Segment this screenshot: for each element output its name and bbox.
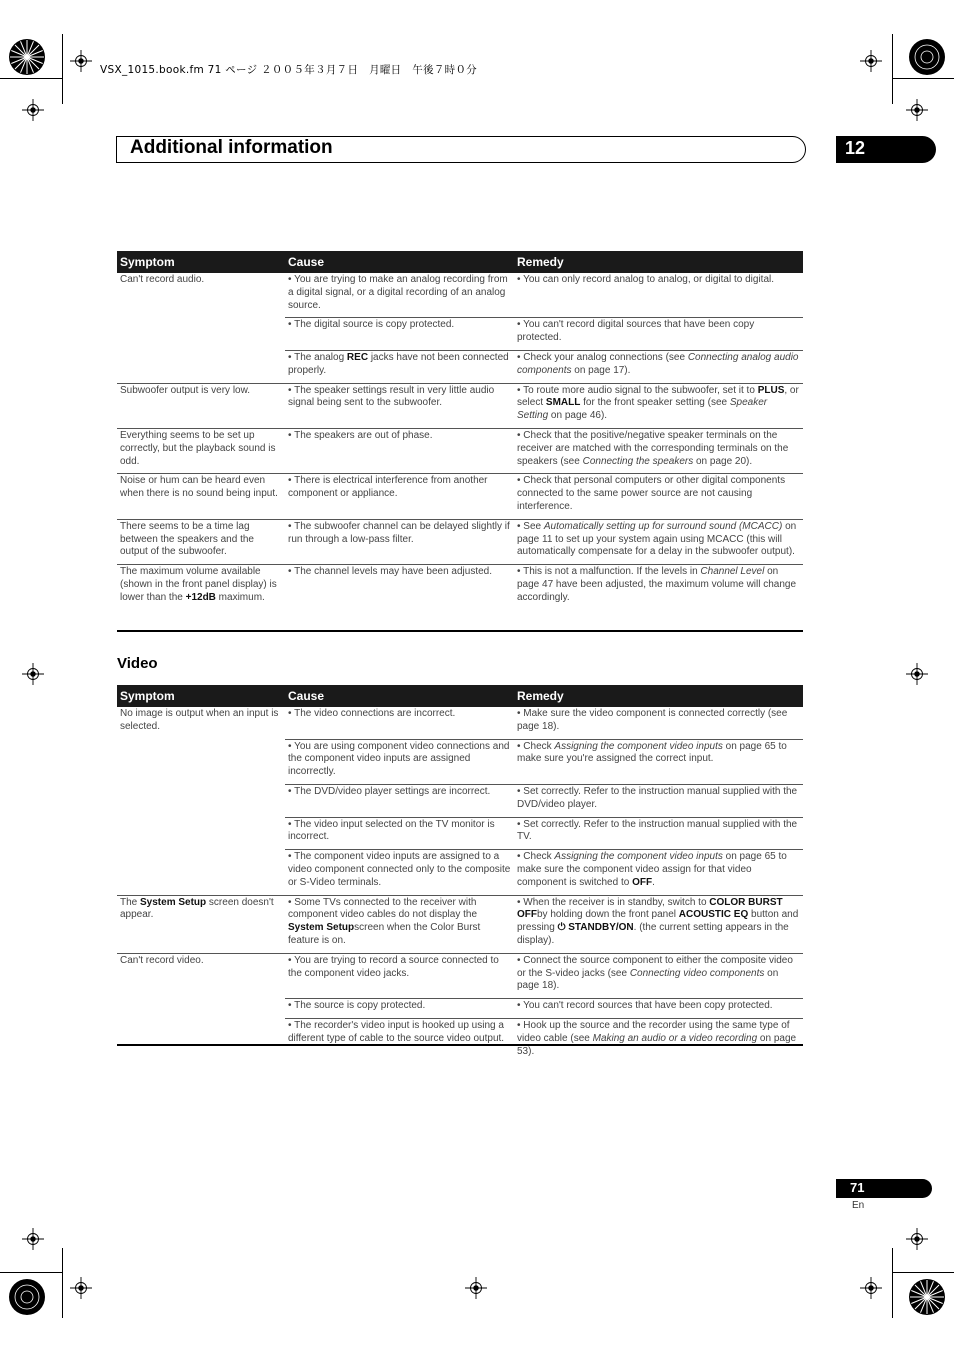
cause-cell: • The analog REC jacks have not been connected properly. <box>285 350 514 383</box>
crop-mark <box>892 34 893 104</box>
symptom-cell: There seems to be a time lag between the speakers and the output of the subwoofer. <box>117 519 285 564</box>
cause-cell: • Some TVs connected to the receiver with component video cables do not display the System Setupscreen when the Color Burst feature is on. <box>285 895 514 953</box>
table-row <box>117 953 803 998</box>
table-end-rule <box>117 630 803 632</box>
remedy-cell: • Set correctly. Refer to the instruction manual supplied with the DVD/video player. <box>514 784 803 817</box>
crop-mark <box>62 34 63 104</box>
cause-cell: • You are using component video connections and the component video inputs are assigned incorrectly. <box>285 739 514 784</box>
registration-crosshair-icon <box>906 1228 928 1250</box>
registration-crosshair-icon <box>860 50 882 72</box>
table-header-row <box>117 685 803 707</box>
crop-mark <box>892 1248 893 1318</box>
cause-cell: • The video connections are incorrect. <box>288 708 456 719</box>
remedy-cell: • Check Assigning the component video inputs on page 65 to make sure you're assigned the correct input. <box>514 739 803 784</box>
crop-mark <box>0 78 62 79</box>
crop-mark <box>62 1248 63 1318</box>
chapter-number: 12 <box>845 138 866 158</box>
cause-header: Cause <box>285 251 514 273</box>
table-row <box>117 519 803 564</box>
remedy-cell: • You can't record sources that have been copy protected. <box>514 999 803 1019</box>
remedy-cell: • To route more audio signal to the subwoofer, set it to PLUS, or select SMALL for the front speaker setting (see Speaker Setting on page 46). <box>514 383 803 428</box>
cause-cell: • You are trying to make an analog recording from a digital signal, or a digital recording of an analog source. <box>288 274 508 311</box>
registration-starburst-icon <box>908 38 946 76</box>
remedy-cell: • Make sure the video component is connected correctly (see page 18). <box>517 708 788 732</box>
table-row <box>117 474 803 519</box>
crop-mark <box>892 1272 954 1273</box>
page-title: Additional information <box>130 137 333 158</box>
file-info-header: VSX_1015.book.fm 71 ページ ２００５年３月７日 月曜日 午後７時０分 <box>100 64 478 76</box>
cause-cell: • The video input selected on the TV monitor is incorrect. <box>285 817 514 850</box>
symptom-cell: Everything seems to be set up correctly, but the playback sound is odd. <box>117 428 285 473</box>
registration-crosshair-icon <box>70 50 92 72</box>
table-row <box>117 273 803 318</box>
page-language: En <box>852 1200 865 1211</box>
remedy-cell: • When the receiver is in standby, switch to COLOR BURST OFFby holding down the front panel ACOUSTIC EQ button and pressing ⏻ STANDBY/ON. (the current setting appears in the display). <box>514 895 803 953</box>
registration-starburst-icon <box>8 38 46 76</box>
cause-header: Cause <box>285 685 514 707</box>
cause-cell: • The recorder's video input is hooked up using a different type of cable to the source video output. <box>285 1018 514 1063</box>
remedy-cell: • Check Assigning the component video inputs on page 65 to make sure the component video assign for that video component is switched to OFF. <box>514 850 803 895</box>
registration-starburst-icon <box>8 1278 46 1316</box>
cause-cell: • There is electrical interference from another component or appliance. <box>285 474 514 519</box>
registration-crosshair-icon <box>860 1277 882 1299</box>
registration-crosshair-icon <box>22 1228 44 1250</box>
registration-crosshair-icon <box>906 663 928 685</box>
table-row <box>117 383 803 428</box>
troubleshooting-table-video <box>117 685 803 1063</box>
symptom-cell: Can't record audio. <box>120 274 205 285</box>
remedy-header: Remedy <box>514 251 803 273</box>
crop-mark <box>0 1272 62 1273</box>
registration-starburst-icon <box>908 1278 946 1316</box>
registration-crosshair-icon <box>906 99 928 121</box>
symptom-cell: No image is output when an input is selected. <box>120 708 279 732</box>
cause-cell: • The speaker settings result in very little audio signal being sent to the subwoofer. <box>285 383 514 428</box>
table-end-rule <box>117 1044 803 1046</box>
cause-cell: • The subwoofer channel can be delayed slightly if run through a low-pass filter. <box>285 519 514 564</box>
remedy-cell: • See Automatically setting up for surround sound (MCACC) on page 11 to set up your system again using MCACC (this will automatically compensate for a delay in the subwoofer output). <box>514 519 803 564</box>
symptom-header: Symptom <box>117 685 285 707</box>
registration-crosshair-icon <box>22 99 44 121</box>
cause-cell: • The source is copy protected. <box>285 999 514 1019</box>
table-row <box>117 565 803 610</box>
cause-cell: • The channel levels may have been adjusted. <box>285 565 514 610</box>
symptom-cell: The maximum volume available (shown in the front panel display) is lower than the +12dB maximum. <box>117 565 285 610</box>
cause-cell: • The speakers are out of phase. <box>285 428 514 473</box>
symptom-cell: Noise or hum can be heard even when there is no sound being input. <box>117 474 285 519</box>
table-row <box>117 707 803 739</box>
symptom-header: Symptom <box>117 251 285 273</box>
cause-cell: • The DVD/video player settings are incorrect. <box>285 784 514 817</box>
registration-crosshair-icon <box>70 1277 92 1299</box>
remedy-cell: • You can't record digital sources that have been copy protected. <box>514 318 803 351</box>
symptom-cell: Subwoofer output is very low. <box>117 383 285 428</box>
remedy-cell: • Check that the positive/negative speaker terminals on the receiver are matched with the corresponding terminals on the speakers (see Connecting the speakers on page 20). <box>514 428 803 473</box>
page-number: 71 <box>850 1180 865 1195</box>
remedy-cell: • You can only record analog to analog, or digital to digital. <box>517 274 775 285</box>
symptom-cell: Can't record video. <box>117 953 285 1063</box>
remedy-cell: • Check your analog connections (see Connecting analog audio components on page 17). <box>514 350 803 383</box>
troubleshooting-table-audio <box>117 251 803 610</box>
remedy-cell: • Set correctly. Refer to the instruction manual supplied with the TV. <box>514 817 803 850</box>
remedy-cell: • Connect the source component to either the composite video or the S-video jacks (see Connecting video components on page 18). <box>514 953 803 998</box>
section-heading-video: Video <box>117 655 158 672</box>
symptom-cell: The System Setup screen doesn't appear. <box>117 895 285 953</box>
table-row <box>117 428 803 473</box>
remedy-cell: • This is not a malfunction. If the levels in Channel Level on page 47 have been adjusted, the maximum volume will change accordingly. <box>514 565 803 610</box>
cause-cell: • The digital source is copy protected. <box>285 318 514 351</box>
remedy-header: Remedy <box>514 685 803 707</box>
registration-crosshair-icon <box>465 1277 487 1299</box>
cause-cell: • You are trying to record a source connected to the component video jacks. <box>285 953 514 998</box>
remedy-cell: • Hook up the source and the recorder using the same type of video cable (see Making an audio or a video recording on page 53). <box>514 1018 803 1063</box>
cause-cell: • The component video inputs are assigned to a video component connected only to the composite or S-Video terminals. <box>285 850 514 895</box>
table-header-row <box>117 251 803 273</box>
registration-crosshair-icon <box>22 663 44 685</box>
remedy-cell: • Check that personal computers or other digital components connected to the same power source are not causing interference. <box>514 474 803 519</box>
crop-mark <box>892 78 954 79</box>
table-row <box>117 895 803 953</box>
